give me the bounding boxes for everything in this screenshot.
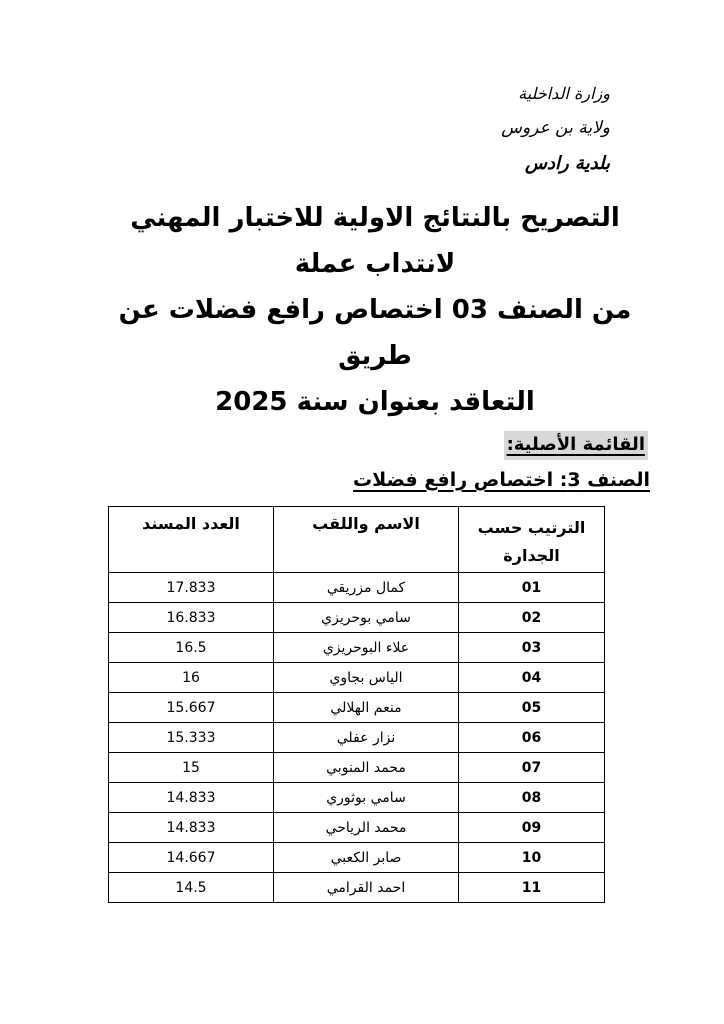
name-cell: محمد المنوبي — [274, 753, 459, 783]
rank-cell: 11 — [459, 873, 605, 903]
score-cell: 15.667 — [109, 693, 274, 723]
score-cell: 14.667 — [109, 843, 274, 873]
header-rank-line-2: الجدارة — [503, 546, 560, 565]
table-row — [109, 813, 605, 843]
letterhead-ministry: وزارة الداخلية — [518, 84, 610, 103]
rank-cell: 07 — [459, 753, 605, 783]
table-row — [109, 633, 605, 663]
rank-cell: 04 — [459, 663, 605, 693]
rank-cell: 09 — [459, 813, 605, 843]
header-score: العدد المسند — [109, 507, 274, 573]
header-rank-line-1: الترتيب حسب — [477, 518, 586, 537]
name-cell: احمد القرامي — [274, 873, 459, 903]
list-label-row — [0, 431, 724, 460]
letterhead — [0, 0, 724, 181]
document-title-line-1: التصريح بالنتائج الاولية للاختبار المهني لانتداب عملة — [130, 203, 620, 279]
letterhead-governorate: ولاية بن عروس — [501, 118, 610, 138]
score-cell: 17.833 — [109, 573, 274, 603]
table-header-row — [109, 507, 605, 573]
results-table — [108, 506, 605, 903]
name-cell: علاء البوحريزي — [274, 633, 459, 663]
name-cell: نزار عفلي — [274, 723, 459, 753]
header-rank — [459, 507, 605, 573]
letterhead-municipality: بلدية رادس — [524, 153, 610, 174]
header-name: الاسم واللقب — [274, 507, 459, 573]
table-row — [109, 693, 605, 723]
name-cell: صابر الكعبي — [274, 843, 459, 873]
document-title-line-3: التعاقد بعنوان سنة 2025 — [215, 387, 535, 417]
category-row — [0, 467, 724, 494]
name-cell: سامي بوحريزي — [274, 603, 459, 633]
score-cell: 14.833 — [109, 813, 274, 843]
name-cell: سامي بوثوري — [274, 783, 459, 813]
table-row — [109, 753, 605, 783]
table-row — [109, 663, 605, 693]
table-row — [109, 843, 605, 873]
name-cell: منعم الهلالي — [274, 693, 459, 723]
table-row — [109, 573, 605, 603]
score-cell: 16.5 — [109, 633, 274, 663]
name-cell: كمال مزريقي — [274, 573, 459, 603]
table-row — [109, 783, 605, 813]
rank-cell: 10 — [459, 843, 605, 873]
score-cell: 14.833 — [109, 783, 274, 813]
document-title — [0, 195, 724, 425]
category-label: الصنف 3: اختصاص رافع فضلات — [353, 469, 650, 491]
score-cell: 16.833 — [109, 603, 274, 633]
results-table-body — [109, 573, 605, 903]
table-row — [109, 723, 605, 753]
score-cell: 15 — [109, 753, 274, 783]
score-cell: 15.333 — [109, 723, 274, 753]
score-cell: 16 — [109, 663, 274, 693]
rank-cell: 03 — [459, 633, 605, 663]
rank-cell: 06 — [459, 723, 605, 753]
name-cell: الياس بجاوي — [274, 663, 459, 693]
rank-cell: 05 — [459, 693, 605, 723]
rank-cell: 02 — [459, 603, 605, 633]
rank-cell: 01 — [459, 573, 605, 603]
rank-cell: 08 — [459, 783, 605, 813]
name-cell: محمد الرياحي — [274, 813, 459, 843]
document-title-line-2: من الصنف 03 اختصاص رافع فضلات عن طريق — [118, 295, 632, 371]
original-list-label: القائمة الأصلية: — [504, 431, 648, 460]
table-row — [109, 603, 605, 633]
table-row — [109, 873, 605, 903]
results-table-head — [109, 507, 605, 573]
score-cell: 14.5 — [109, 873, 274, 903]
